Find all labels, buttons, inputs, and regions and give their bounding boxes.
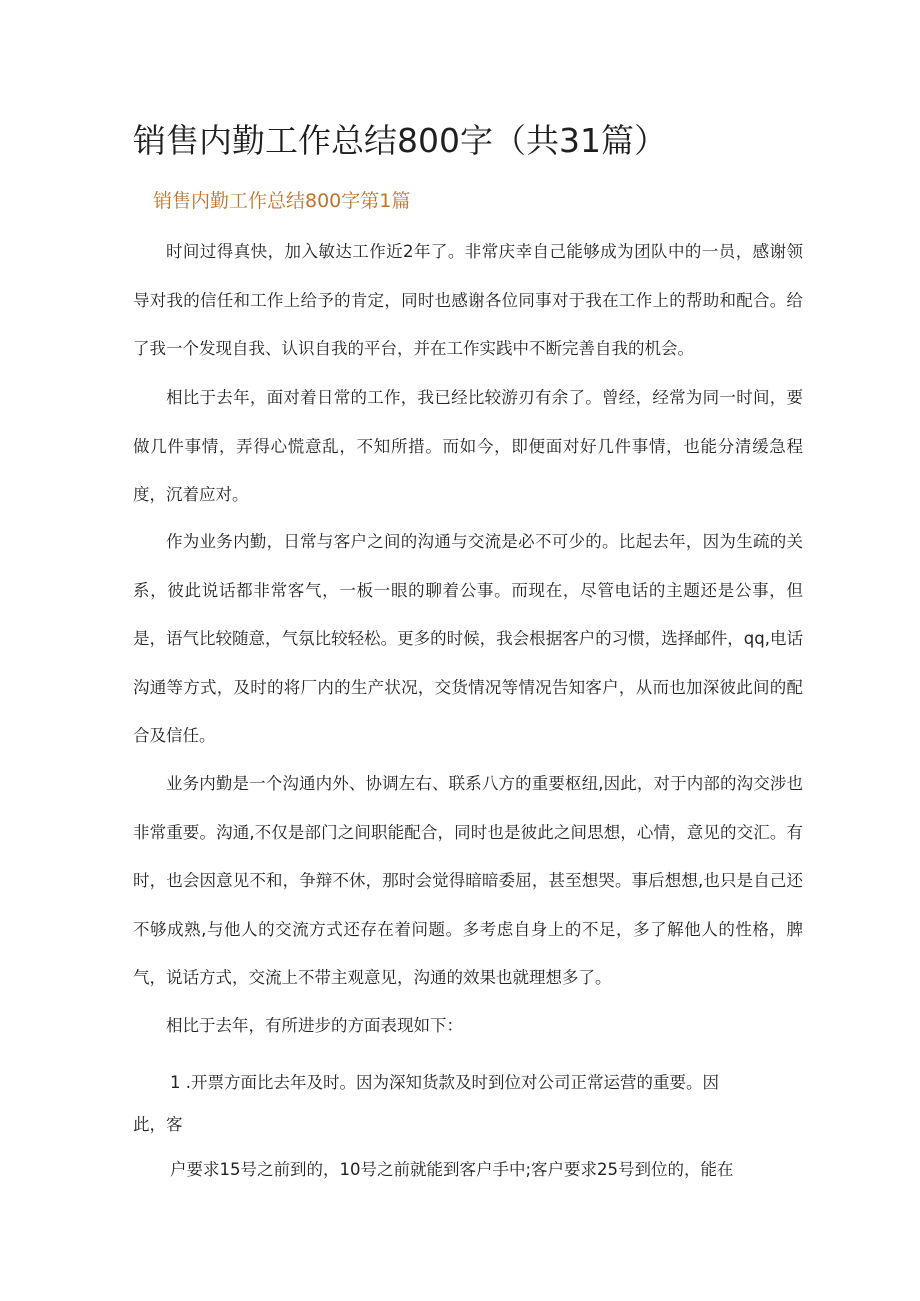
paragraph-3: 作为业务内勤，日常与客户之间的沟通与交流是必不可少的。比起去年，因为生疏的关系，彼此说话都非常客气，一板一眼的聊着公事。而现在，尽管电话的主题还是公事，但是，语气比较随意，气氛比较轻松。更多的时候，我会根据客户的习惯，选择邮件，qq,电话沟通等方式，及时的将厂内的生产状况，交货情况等情况告知客户，从而也加深彼此间的配合及信任。	[133, 532, 803, 745]
paragraph-5: 相比于去年，有所进步的方面表现如下：	[166, 1016, 463, 1035]
list-item-1-line-3: 户要求15号之前到的，10号之前就能到客户手中;客户要求25号到位的，能在	[170, 1160, 734, 1179]
list-item-1-line-2: 此，客	[133, 1115, 183, 1134]
section-heading: 销售内勤工作总结800字第1篇	[153, 190, 411, 212]
list-item-1-line-1: 1 .开票方面比去年及时。因为深知货款及时到位对公司正常运营的重要。因	[170, 1073, 719, 1092]
paragraph-2: 相比于去年，面对着日常的工作，我已经比较游刃有余了。曾经，经常为同一时间，要做几件事情，弄得心慌意乱，不知所措。而如今，即便面对好几件事情，也能分清缓急程度，沉着应对。	[133, 388, 803, 504]
paragraph-4: 业务内勤是一个沟通内外、协调左右、联系八方的重要枢纽,因此，对于内部的沟交涉也非常重要。沟通,不仅是部门之间职能配合，同时也是彼此之间思想，心情，意见的交汇。有时，也会因意见不和，争辩不休，那时会觉得暗暗委屈，甚至想哭。事后想想,也只是自己还不够成熟,与他人的交流方式还存在着问题。多考虑自身上的不足，多了解他人的性格，脾气，说话方式，交流上不带主观意见，沟通的效果也就理想多了。	[133, 774, 803, 987]
document-title: 销售内勤工作总结800字（共31篇）	[133, 121, 667, 160]
paragraph-1: 时间过得真快，加入敏达工作近2年了。非常庆幸自己能够成为团队中的一员，感谢领导对我的信任和工作上给予的肯定，同时也感谢各位同事对于我在工作上的帮助和配合。给了我一个发现自我、认识自我的平台，并在工作实践中不断完善自我的机会。	[133, 242, 803, 358]
